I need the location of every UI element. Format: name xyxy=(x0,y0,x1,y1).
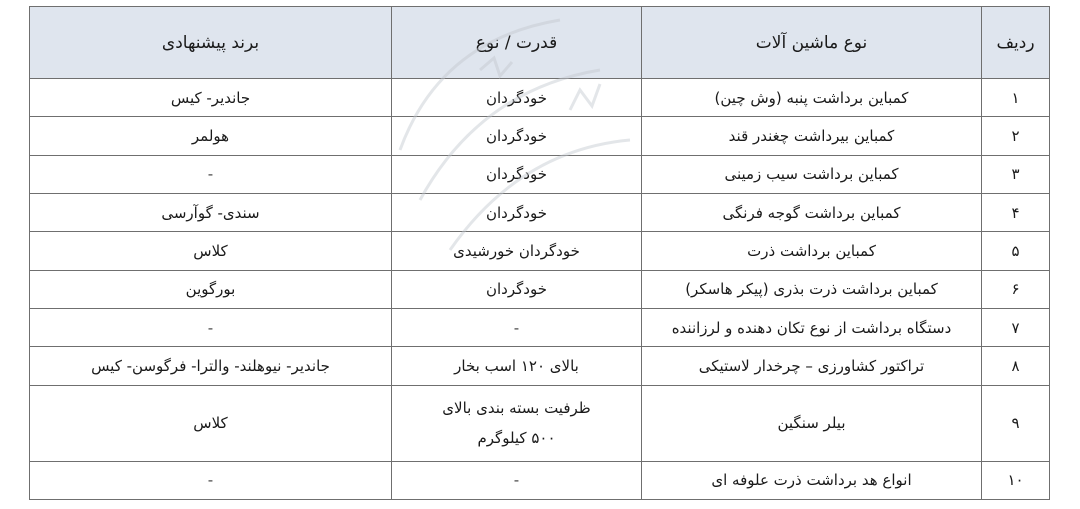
table-row xyxy=(30,385,1050,461)
power-type: خودگردان xyxy=(392,79,642,117)
row-number: ۷ xyxy=(982,308,1050,346)
row-number: ۲ xyxy=(982,117,1050,155)
brand: - xyxy=(30,155,392,193)
table-row xyxy=(30,117,1050,155)
machinery-table xyxy=(29,6,1050,500)
brand: سندی- گوآرسی xyxy=(30,193,392,231)
machine-name: بیلر سنگین xyxy=(642,385,982,461)
power-type: خودگردان xyxy=(392,155,642,193)
power-type: خودگردان xyxy=(392,270,642,308)
table-row xyxy=(30,79,1050,117)
machine-name: کمباین برداشت ذرت بذری (پیکر هاسکر) xyxy=(642,270,982,308)
row-number: ۱ xyxy=(982,79,1050,117)
row-number: ۸ xyxy=(982,347,1050,385)
power-type-line-2: ۵۰۰ کیلوگرم xyxy=(477,429,556,448)
table-row xyxy=(30,270,1050,308)
power-type-line-1: ظرفیت بسته بندی بالای xyxy=(442,399,591,418)
machine-name: تراکتور کشاورزی – چرخدار لاستیکی xyxy=(642,347,982,385)
machinery-table-container xyxy=(29,6,1049,500)
power-type: - xyxy=(392,461,642,499)
brand: هولمر xyxy=(30,117,392,155)
header-row-number: ردیف xyxy=(982,7,1050,79)
power-type: خودگردان xyxy=(392,193,642,231)
power-type: خودگردان خورشیدی xyxy=(392,232,642,270)
table-row xyxy=(30,347,1050,385)
machine-name: کمباین برداشت گوجه فرنگی xyxy=(642,193,982,231)
table-row xyxy=(30,155,1050,193)
brand: جاندیر- کیس xyxy=(30,79,392,117)
power-type: خودگردان xyxy=(392,117,642,155)
table-row xyxy=(30,232,1050,270)
row-number: ۹ xyxy=(982,385,1050,461)
row-number: ۱۰ xyxy=(982,461,1050,499)
header-brand: برند پیشنهادی xyxy=(30,7,392,79)
brand: کلاس xyxy=(30,385,392,461)
table-row xyxy=(30,461,1050,499)
brand: بورگوین xyxy=(30,270,392,308)
row-number: ۵ xyxy=(982,232,1050,270)
row-number: ۴ xyxy=(982,193,1050,231)
table-row xyxy=(30,193,1050,231)
brand: کلاس xyxy=(30,232,392,270)
machine-name: کمباین برداشت پنبه (وش چین) xyxy=(642,79,982,117)
row-number: ۶ xyxy=(982,270,1050,308)
power-type: - xyxy=(392,308,642,346)
header-power-type: قدرت / نوع xyxy=(392,7,642,79)
power-type xyxy=(392,385,642,461)
row-number: ۳ xyxy=(982,155,1050,193)
brand: - xyxy=(30,308,392,346)
header-machine-type: نوع ماشین آلات xyxy=(642,7,982,79)
brand: جاندیر- نیوهلند- والترا- فرگوسن- کیس xyxy=(30,347,392,385)
machine-name: دستگاه برداشت از نوع تکان دهنده و لرزاننده xyxy=(642,308,982,346)
power-type: بالای ۱۲۰ اسب بخار xyxy=(392,347,642,385)
table-row xyxy=(30,308,1050,346)
table-header-row xyxy=(30,7,1050,79)
machine-name: کمباین بیرداشت چغندر قند xyxy=(642,117,982,155)
machine-name: کمباین برداشت سیب زمینی xyxy=(642,155,982,193)
machine-name: کمباین برداشت ذرت xyxy=(642,232,982,270)
brand: - xyxy=(30,461,392,499)
machine-name: انواع هد برداشت ذرت علوفه ای xyxy=(642,461,982,499)
